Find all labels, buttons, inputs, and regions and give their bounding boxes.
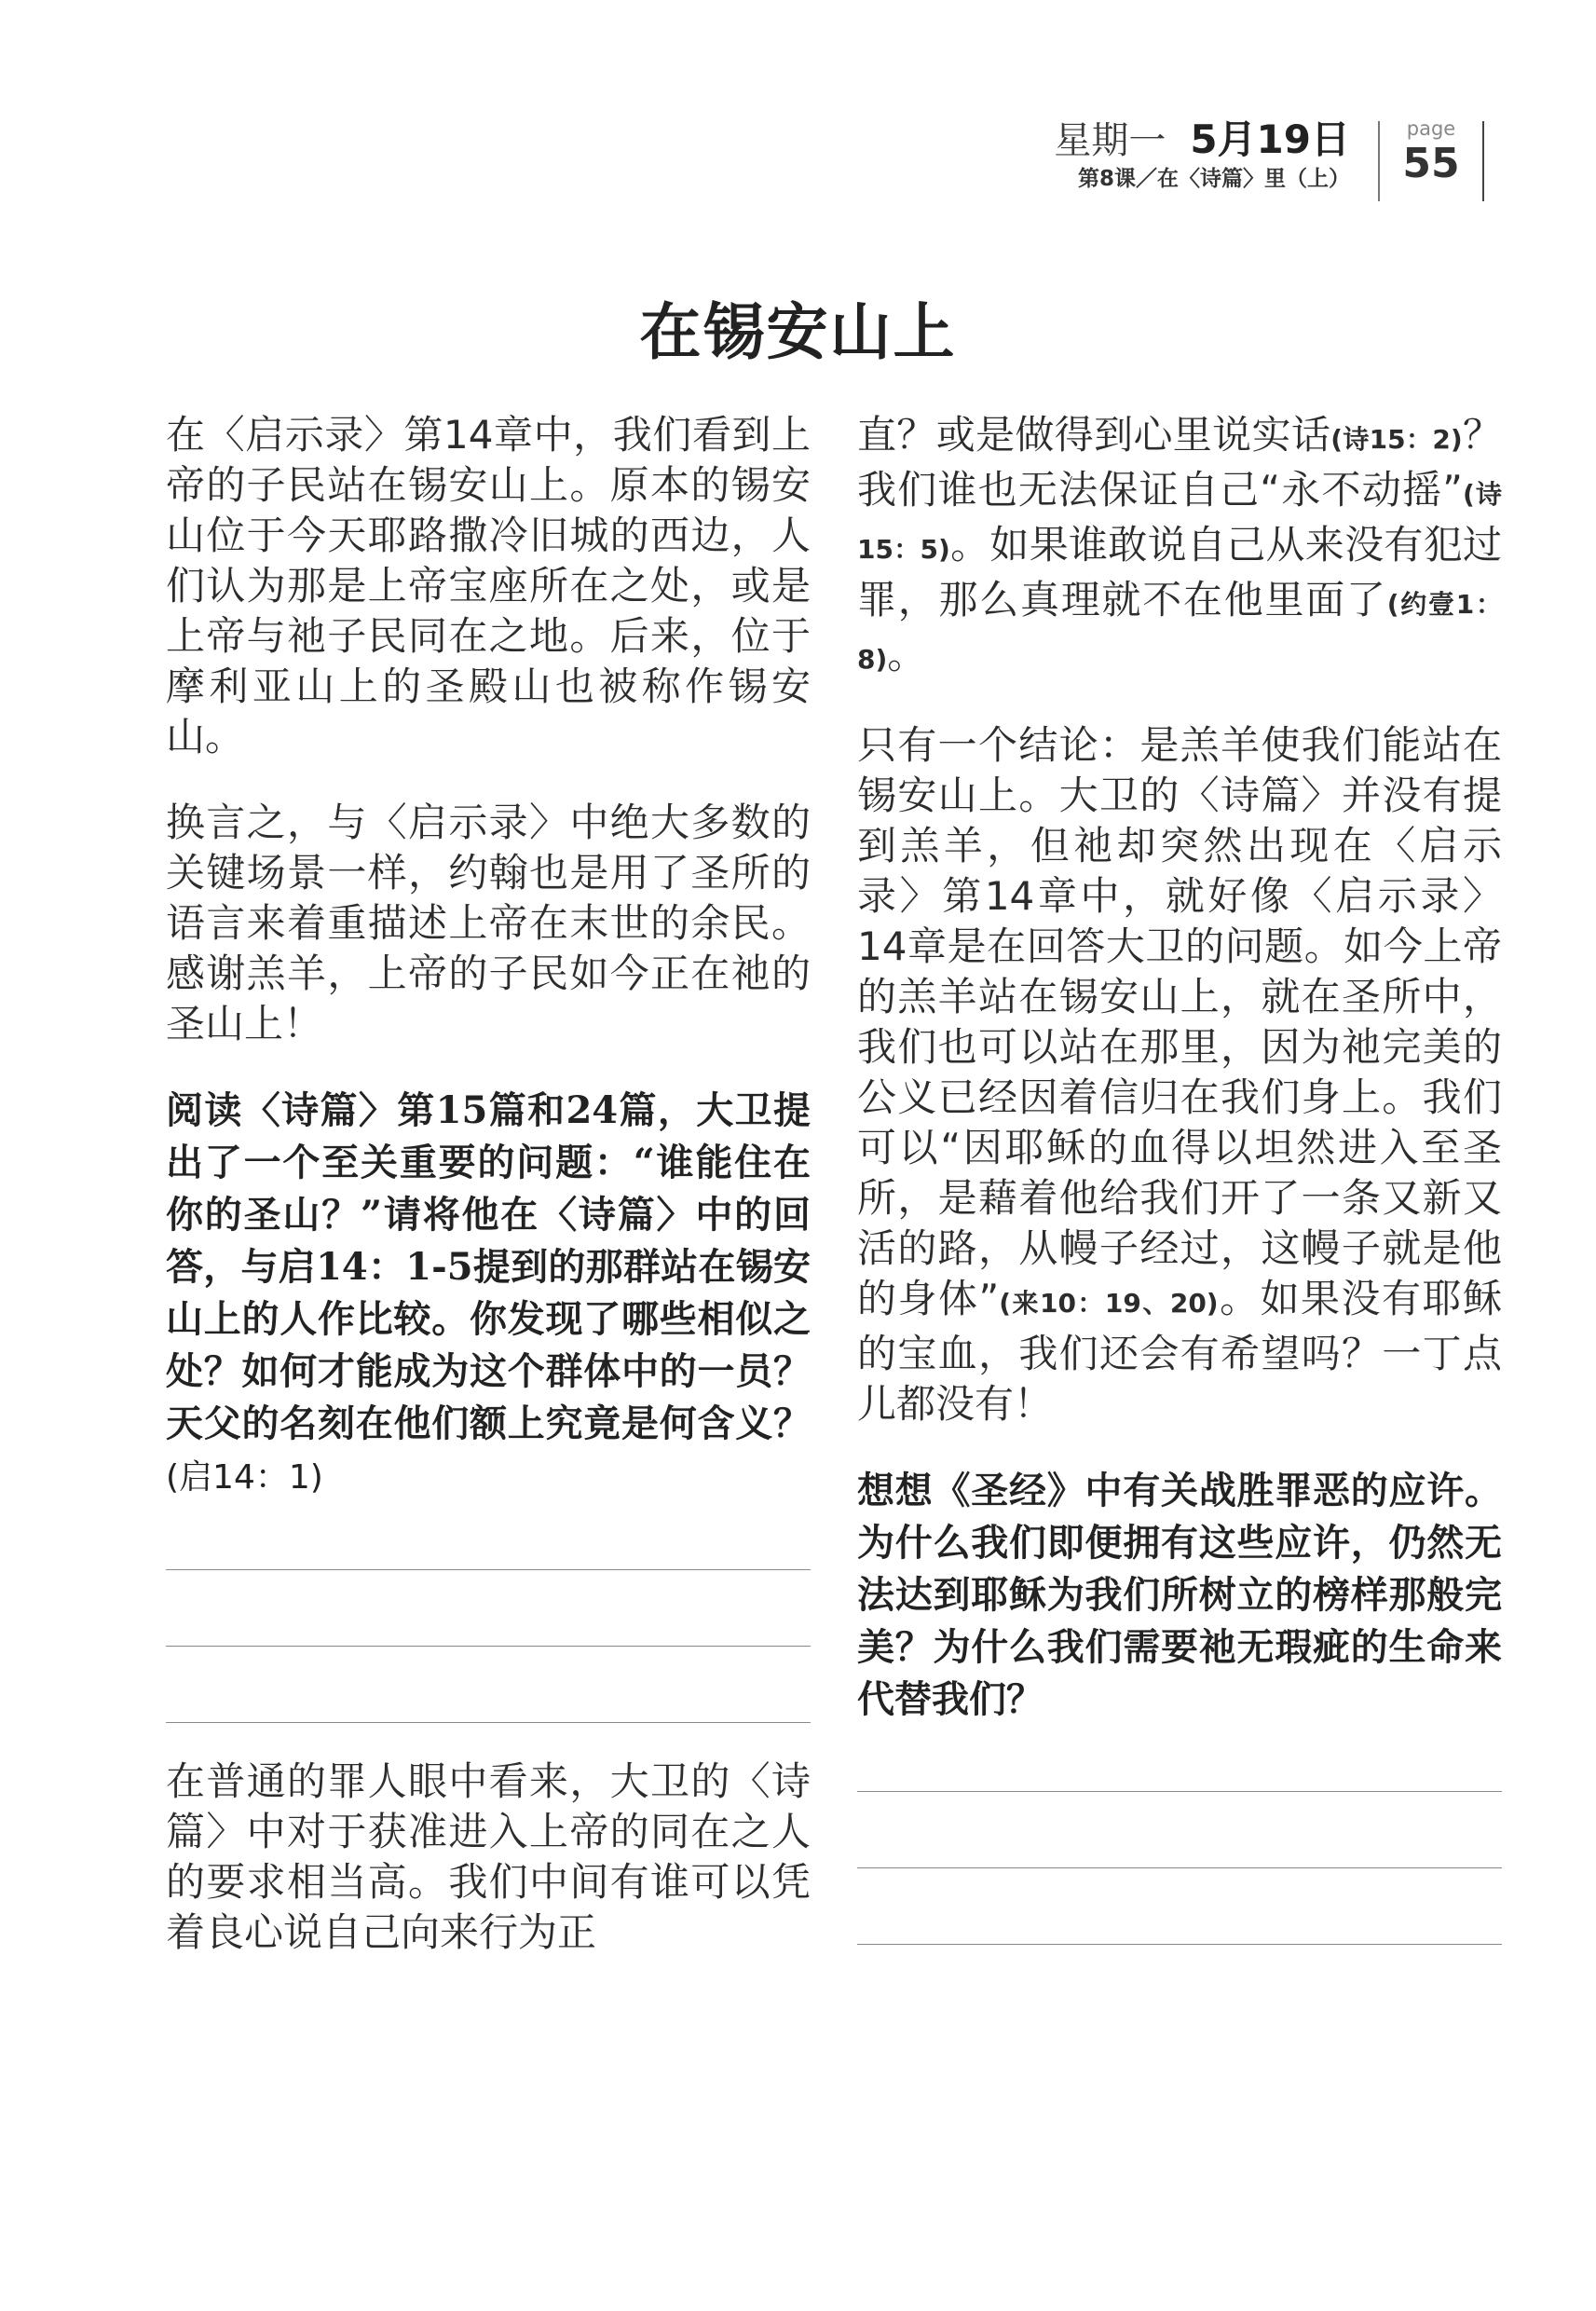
paragraph-5-part-b: 。如果没有耶稣的宝血，我们还会有希望吗？一丁点儿都没有！ <box>857 1276 1502 1427</box>
paragraph-4-part-d: 。 <box>887 632 927 677</box>
header-day: 星期一 <box>1054 119 1166 162</box>
question-1-text: 阅读〈诗篇〉第15篇和24篇，大卫提出了一个至关重要的问题：“谁能住在你的圣山？”请将他在〈诗篇〉中的回答，与启14：1-5提到的那群站在锡安山上的人作比较。你发现了哪些相似之处？如何才能成为这个群体中的一员？天父的名刻在他们额上究竟是何含义？ <box>166 1088 811 1445</box>
scripture-ref: (诗15：2) <box>1330 424 1463 455</box>
paragraph-4-part-c: 。如果谁敢说自己从来没有犯过罪，那么真理就不在他里面了 <box>857 522 1502 622</box>
paragraph-2: 换言之，与〈启示录〉中绝大多数的关键场景一样，约翰也是用了圣所的语言来着重描述上帝在末世的余民。感谢羔羊，上帝的子民如今正在祂的圣山上！ <box>166 800 811 1046</box>
header-edge-rule <box>1482 121 1484 201</box>
answer-line[interactable] <box>166 1646 811 1647</box>
answer-lines-1[interactable] <box>166 1569 811 1723</box>
scripture-ref: (诗15：5) <box>857 479 1502 565</box>
paragraph-4-part-b: ？我们谁也无法保证自己“永不动摇” <box>857 412 1502 513</box>
header-line1 <box>1054 117 1350 163</box>
paragraph-4 <box>857 410 1502 685</box>
page-number-block <box>1380 117 1482 188</box>
page-number: 55 <box>1402 140 1460 187</box>
question-2: 想想《圣经》中有关战胜罪恶的应许。为什么我们即便拥有这些应许，仍然无法达到耶稣为我们所树立的榜样那般完美？为什么我们需要祂无瑕疵的生命来代替我们？ <box>857 1469 1502 1721</box>
left-column <box>166 410 811 1993</box>
answer-lines-2[interactable] <box>857 1791 1502 1945</box>
paragraph-5-part-a: 只有一个结论：是羔羊使我们能站在锡安山上。大卫的〈诗篇〉并没有提到羔羊，但祂却突然出现在〈启示录〉第14章中，就好像〈启示录〉14章是在回答大卫的问题。如今上帝的羔羊站在锡安山上，就在圣所中，我们也可以站在那里，因为祂完美的公义已经因着信归在我们身上。我们可以“因耶稣的血得以坦然进入至圣所，是藉着他给我们开了一条又新又活的路，从幔子经过，这幔子就是他的身体” <box>857 722 1502 1321</box>
scripture-ref: (来10：19、20) <box>999 1288 1219 1319</box>
answer-line[interactable] <box>857 1867 1502 1868</box>
answer-line[interactable] <box>857 1944 1502 1945</box>
header-date-block <box>1054 117 1378 193</box>
question-1 <box>166 1085 811 1504</box>
header-lesson: 第8课／在〈诗篇〉里（上） <box>1077 167 1350 191</box>
answer-line[interactable] <box>857 1791 1502 1792</box>
paragraph-1: 在〈启示录〉第14章中，我们看到上帝的子民站在锡安山上。原本的锡安山位于今天耶路撒冷旧城的西边，人们认为那是上帝宝座所在之处，或是上帝与祂子民同在之地。后来，位于摩利亚山上的圣殿山也被称作锡安山。 <box>166 412 811 759</box>
answer-line[interactable] <box>166 1722 811 1723</box>
paragraph-3: 在普通的罪人眼中看来，大卫的〈诗篇〉中对于获准进入上帝的同在之人的要求相当高。我们中间有谁可以凭着良心说自己向来行为正 <box>166 1758 811 1955</box>
page-header <box>1054 117 1484 201</box>
page-title: 在锡安山上 <box>639 295 957 368</box>
page-label: page <box>1406 117 1456 140</box>
paragraph-4-part-a: 直？或是做得到心里说实话 <box>857 412 1331 458</box>
right-column <box>857 410 1502 1978</box>
question-1-ref: (启14：1) <box>166 1458 323 1497</box>
answer-line[interactable] <box>166 1569 811 1570</box>
paragraph-5 <box>857 720 1502 1429</box>
scripture-ref: (约壹1：8) <box>857 589 1502 675</box>
header-date: 5月19日 <box>1190 116 1350 162</box>
